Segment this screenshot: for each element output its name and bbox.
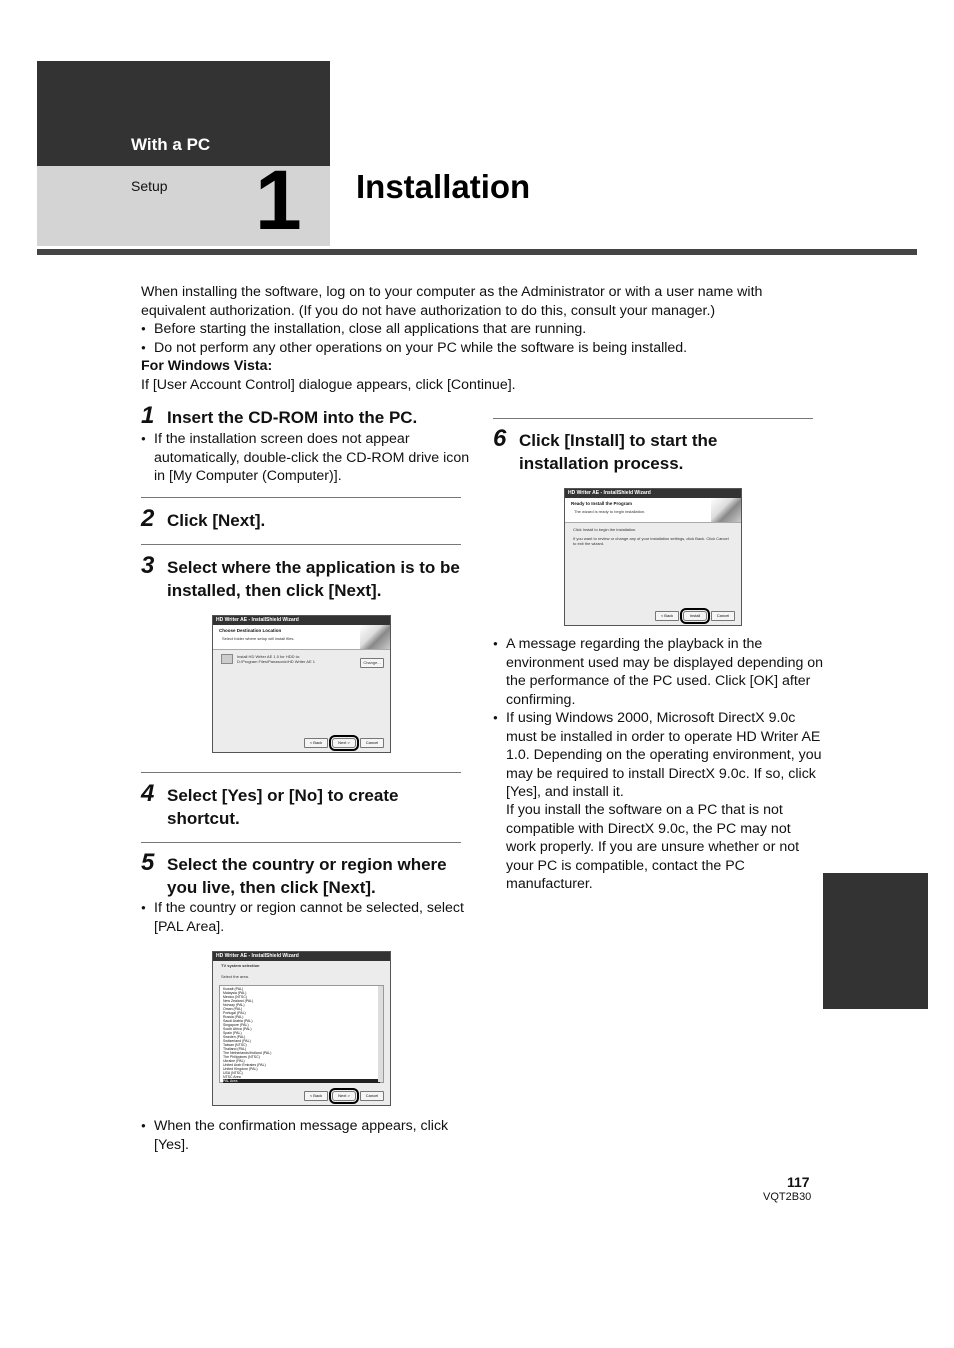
divider — [141, 497, 461, 498]
step-5-note-2-text: When the confirmation message appears, click [Yes]. — [154, 1118, 449, 1153]
step-5-number: 5 — [141, 849, 155, 876]
step-5-note — [141, 899, 472, 936]
title-rule — [37, 249, 917, 255]
window-titlebar: HD Writer AE - InstallShield Wizard — [213, 616, 390, 625]
list-item[interactable]: New Zealand (PAL) — [223, 999, 254, 1003]
list-item[interactable]: Singapore (PAL) — [223, 1023, 249, 1027]
list-item[interactable]: Sweden (PAL) — [223, 1035, 246, 1039]
list-item[interactable]: Russia (PAL) — [223, 1015, 244, 1019]
wizard-subheading: Select folder where setup will install files. — [222, 636, 295, 641]
install-button[interactable]: Install — [683, 611, 707, 621]
back-button[interactable]: < Back — [655, 611, 679, 621]
intro-bullet-1-text: Before starting the installation, close all applications that are running. — [154, 321, 587, 337]
divider — [141, 842, 461, 843]
next-button[interactable]: Next > — [332, 1091, 356, 1101]
list-item[interactable]: Portugal (PAL) — [223, 1011, 246, 1015]
list-item[interactable]: Malaysia (PAL) — [223, 991, 247, 995]
step-2-number: 2 — [141, 505, 155, 532]
chapter-number: 1 — [255, 153, 302, 247]
list-item[interactable]: United Kingdom (PAL) — [223, 1067, 258, 1071]
wizard-header — [213, 625, 390, 650]
page-title: Installation — [356, 168, 531, 205]
step-3-title: Select where the application is to be installed, then click [Next]. — [167, 558, 460, 600]
step-6-title: Click [Install] to start the installation process. — [519, 431, 718, 473]
vista-text: If [User Account Control] dialogue appears, click [Continue]. — [141, 376, 516, 393]
wizard-heading: Ready to Install the Program — [571, 501, 633, 506]
list-item[interactable]: South Africa (PAL) — [223, 1027, 252, 1031]
cancel-button[interactable]: Cancel — [360, 1091, 384, 1101]
list-item[interactable]: Thailand (PAL) — [223, 1047, 247, 1051]
vista-heading: For Windows Vista: — [141, 358, 273, 374]
list-item[interactable]: The Philippines (NTSC) — [223, 1055, 260, 1059]
step-4-title: Select [Yes] or [No] to create shortcut. — [167, 786, 399, 828]
install-path: D:\Program Files\Panasonic\HD Writer AE 1 — [237, 659, 315, 664]
back-button[interactable]: < Back — [304, 738, 328, 748]
document-code: VQT2B30 — [763, 1191, 812, 1203]
intro-bullet-1 — [141, 320, 821, 339]
wizard-heading: TV system selection — [221, 963, 260, 968]
wizard-heading: Choose Destination Location — [219, 628, 282, 633]
intro-text-1: When installing the software, log on to your computer as the Administrator or with a user name with — [141, 284, 763, 300]
intro — [141, 283, 821, 394]
list-item[interactable]: NTSC Area — [223, 1075, 241, 1079]
step-5-note-2 — [141, 1117, 474, 1154]
cancel-button[interactable]: Cancel — [711, 611, 735, 621]
step-1-title: Insert the CD-ROM into the PC. — [167, 408, 418, 427]
divider — [141, 544, 461, 545]
scrollbar[interactable] — [378, 986, 383, 1082]
list-item[interactable]: Mexico (NTSC) — [223, 995, 247, 999]
list-item[interactable]: United Arab Emirates (PAL) — [223, 1063, 266, 1067]
step-6-note-3: If you install the software on a PC that is not compatible with DirectX 9.0c, the PC may not work properly. If you are unsure whether or not your PC is compatible, contact the PC manufacturer. — [506, 802, 800, 892]
back-button[interactable]: < Back — [304, 1091, 328, 1101]
list-item[interactable]: Kuwait (PAL) — [223, 987, 244, 991]
window-titlebar: HD Writer AE - InstallShield Wizard — [565, 489, 741, 498]
step-6-note — [493, 635, 826, 709]
region-selection-screenshot — [212, 951, 391, 1106]
step-2-title: Click [Next]. — [167, 511, 266, 530]
intro-bullet-2 — [141, 339, 821, 358]
destination-location-screenshot — [212, 615, 391, 753]
subsection-label: Setup — [131, 178, 168, 194]
step-4-number: 4 — [141, 780, 155, 807]
step-1-note — [141, 430, 472, 486]
next-button[interactable]: Next > — [332, 738, 356, 748]
wizard-subheading: The wizard is ready to begin installation. — [574, 509, 646, 514]
install-line-1: Click Install to begin the installation. — [573, 527, 637, 532]
section-label: With a PC — [131, 135, 211, 154]
page-curl-graphic — [711, 498, 741, 522]
list-item[interactable]: Ukraine (PAL) — [223, 1059, 245, 1063]
wizard-subheading: Select the area. — [221, 974, 250, 979]
divider — [493, 418, 813, 419]
wizard-header — [565, 498, 741, 523]
step-1-number: 1 — [141, 402, 155, 429]
folder-icon — [221, 654, 233, 664]
step-6-note-2-text: If using Windows 2000, Microsoft DirectX 9.0c must be installed in order to operate HD Writer AE 1.0. Depending on the operating environment, you may be required to install DirectX 9.0c. If so, click [Yes], and install it. — [506, 710, 822, 800]
ready-to-install-screenshot — [564, 488, 742, 626]
region-list[interactable] — [219, 985, 384, 1083]
step-5-title: Select the country or region where you live, then click [Next]. — [167, 855, 447, 897]
intro-bullet-2-text: Do not perform any other operations on your PC while the software is being installed. — [154, 339, 688, 356]
install-line-1: Install HD Writer AE 1.0 for HDD to: — [237, 654, 301, 659]
list-item[interactable]: Taiwan (NTSC) — [223, 1043, 247, 1047]
list-item[interactable]: Norway (PAL) — [223, 1003, 245, 1007]
divider — [141, 772, 461, 773]
list-item[interactable]: USA (NTSC) — [223, 1071, 243, 1075]
intro-text-2: equivalent authorization. (If you do not have authorization to do this, consult your manager.) — [141, 302, 716, 319]
page-curl-graphic — [360, 625, 390, 649]
side-tab — [823, 873, 928, 1009]
step-6-note-2 — [493, 709, 826, 802]
change-button[interactable]: Change... — [360, 658, 384, 668]
list-item[interactable]: PAL Area — [223, 1079, 380, 1083]
step-1-note-text: If the installation screen does not appear automatically, double-click the CD-ROM drive icon in [My Computer (Computer)]. — [154, 431, 470, 484]
list-item[interactable]: Switzerland (PAL) — [223, 1039, 251, 1043]
list-item[interactable]: Spain (PAL) — [223, 1031, 242, 1035]
step-6-note-text: A message regarding the playback in the environment used may be displayed depending on the performance of the PC used. Click [OK] after confirming. — [506, 636, 824, 708]
step-3-number: 3 — [141, 552, 155, 579]
window-titlebar: HD Writer AE - InstallShield Wizard — [213, 952, 390, 961]
install-line-2: If you want to review or change any of your installation settings, click Back. Click Cancel to exit the wizard. — [573, 536, 729, 546]
page-number: 117 — [787, 1174, 810, 1190]
list-item[interactable]: The Netherlands/Holland (PAL) — [223, 1051, 272, 1055]
step-5-note-text: If the country or region cannot be selected, select [PAL Area]. — [154, 900, 464, 935]
cancel-button[interactable]: Cancel — [360, 738, 384, 748]
list-item[interactable]: Oman (PAL) — [223, 1007, 243, 1011]
step-6-number: 6 — [493, 425, 507, 452]
list-item[interactable]: Saudi Arabia (PAL) — [223, 1019, 253, 1023]
